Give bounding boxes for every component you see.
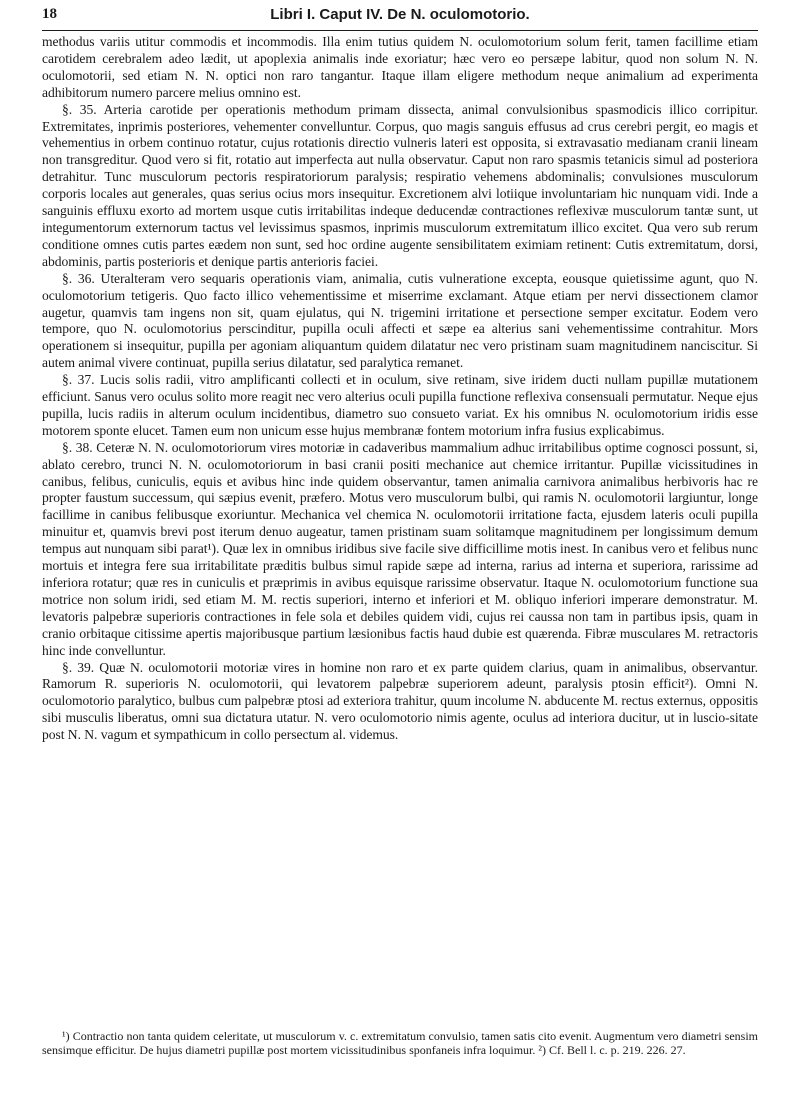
footnotes (42, 1029, 758, 1057)
paragraph-section-38: §. 38. Ceteræ N. N. oculomotoriorum vires motoriæ in cadaveribus mammalium adhuc irritabilibus optime cognosci possunt, si, ablato cerebro, trunci N. N. oculomotoriorum in basi cranii positi mechanice aut chemice irritantur. Pupillæ vicissitudines in canibus, felibus, cuniculis, equis et avibus hinc inde quidem observantur, tamen animalia carnivora animalibus herbivoris hac re propter faustum successum, qui sæpius evenit, præfero. Motus vero musculorum bulbi, qui ramis N. oculomotorii largiuntur, longe facillime in canibus felibusque exoriuntur. Mechanica vel chemica N. oculomotorii irritatione facta, ejusdem lateris oculi pupilla minuitur et, quamvis brevi post iterum denuo augeatur, tamen pristinam suam solitamque magnitudinem per longissimum demum tempus aut nunquam sibi parat¹). Quæ lex in omnibus iridibus sive facile sive difficillime motis inest. In canibus vero et felibus nunc mortuis et integra fere sua irritabilitate præditis bulbus simul rapide sæpe ad interna, rarius ad interna et superiora, rarissime ad inferiora rotatur; quæ res in cuniculis et præprimis in avibus equisque rarissime observatur. Itaque N. oculomotorium functione sua motrice non solum iridi, sed etiam M. M. rectis superiori, interno et inferiori et M. obliquo inferiori imperare demonstratur. M. levatoris palpebræ superioris contractiones in fele sola et debiles quidem vidi, cujus rei caussa non tam in partibus ipsis, quam in cranio orbitaque citissime apertis majoribusque partium læsionibus factis haud dubie est quærenda. Fibræ musculares M. retractoris hinc inde convelluntur. (42, 439, 758, 658)
main-text (42, 34, 758, 744)
paragraph-section-37: §. 37. Lucis solis radii, vitro amplificanti collecti et in oculum, sive retinam, sive iridem ducti nullam pupillæ mutationem efficiunt. Sanus vero oculus solito more reagit nec vero alterius oculi pupilla functione reflexiva consensuali permutatur. Neque ejus pupilla, lucis radiis in alterum oculum incidentibus, diametro suo consueto variat. Ex his omnibus N. oculomotorium iridis esse motorem sponte elucet. Tamen eum non unicum esse hujus membranæ fontem motorium infra fusius explicabimus. (42, 372, 758, 438)
paragraph-section-36: §. 36. Uteralteram vero sequaris operationis viam, animalia, cutis vulneratione excepta, eousque quietissime agunt, quo N. oculomotorium tetigeris. Quo facto illico vehementissime et miserrime exclamant. Atque etiam per nervi dissectionem clamor augetur, quamvis tam ingens non sit, quam ejulatus, qui N. trigemini irritatione et persectione semper excitatur. Eodem vero tempore, quo N. oculomotorius perscinditur, pupilla oculi affecti et sæpe ea alterius sani vehementissime contrahitur. Mors operationem si insequitur, pupilla per agoniam aliquantum quidem dilatatur nec vero pristinam suam magnitudinem nanciscitur. Si autem animal vivere continuat, pupilla serius dilatatur, sed paralytica remanet. (42, 270, 758, 371)
paragraph-section-35: §. 35. Arteria carotide per operationis methodum primam dissecta, animal convulsionibus spasmodicis illico corripitur. Extremitates, inprimis posteriores, vehementer convelluntur. Corpus, quo magis sanguis effusus ad crus cerebri pergit, eo magis et vehementius in orbem continuo rotatur, cujus rotationis directio vulneris lateri est opposita, si extravasatio medianam cranii lineam non transgreditur. Quod vero si fit, rotatio aut imperfecta aut nulla observatur. Caput non raro spasmis tetanicis simul ad posteriora detrahitur. Tunc musculorum pectoris respiratoriorum paralysis; respiratio vehemens abdominalis; convulsiones musculorum corporis locales aut generales, quas serius ocius mors insequitur. Excretionem alvi lotiique involuntariam hic nunquam vidi. Inde a sanguinis effluxu exorto ad mortem usque cutis irritabilitas indeque deducendæ contractiones reflexivæ musculorum tantæ sunt, ut integumentorum externorum tactus vel levissimus spasmos, inprimis musculorum extremitatum illico excitet. Qua vero sub rerum conditione omnes cutis partes eædem non sunt, sed hoc ordine augente sensibilitatem eximiam retinent: Cutis extremitatum, dorsi, abdominis, partis posterioris et denique partis anterioris faciei. (42, 101, 758, 269)
running-header (42, 4, 758, 31)
footnote-text: ¹) Contractio non tanta quidem celeritate, ut musculorum v. c. extremitatum convulsio, tamen satis cito evenit. Augmentum vero diametri sensim sensimque efficitur. De hujus diametri pupillæ post mortem vicissitudinibus sponfaneis infra loquimur. ²) Cf. Bell l. c. p. 219. 226. 27. (42, 1029, 758, 1058)
chapter-heading: Libri I. Caput IV. De N. oculomotorio. (270, 6, 530, 23)
page-number: 18 (42, 6, 57, 22)
paragraph-continuation: methodus variis utitur commodis et incommodis. Illa enim tutius quidem N. oculomotorium solum ferit, tamen facillime etiam carotidem cerebralem adeo lædit, ut apoplexia animalis inde exoriatur; hæc vero eo persæpe labitur, quod non solum N. N. oculomotorii, sed etiam N. N. optici non raro tangantur. Itaque illam eligere methodum neque animalium ad experimenta adhibitorum numero parcere melius omnino est. (42, 34, 758, 100)
paragraph-section-39: §. 39. Quæ N. oculomotorii motoriæ vires in homine non raro et ex parte quidem clarius, quam in animalibus, observantur. Ramorum R. superioris N. oculomotorii, qui levatorem palpebræ superiorem adeunt, paralysis ptosin efficit²). Omni N. oculomotorio paralytico, bulbus cum palpebræ ptosi ad exteriora trahitur, quum incolume N. abducente M. rectus externus, oppositis sibi musculis liberatus, omni sua dictatura utatur. N. vero oculomotorio nimis agente, oculus ad interiora ducitur, ut in luscio-sitate post N. N. vagum et sympathicum in collo persectum al. videmus. (42, 659, 758, 743)
